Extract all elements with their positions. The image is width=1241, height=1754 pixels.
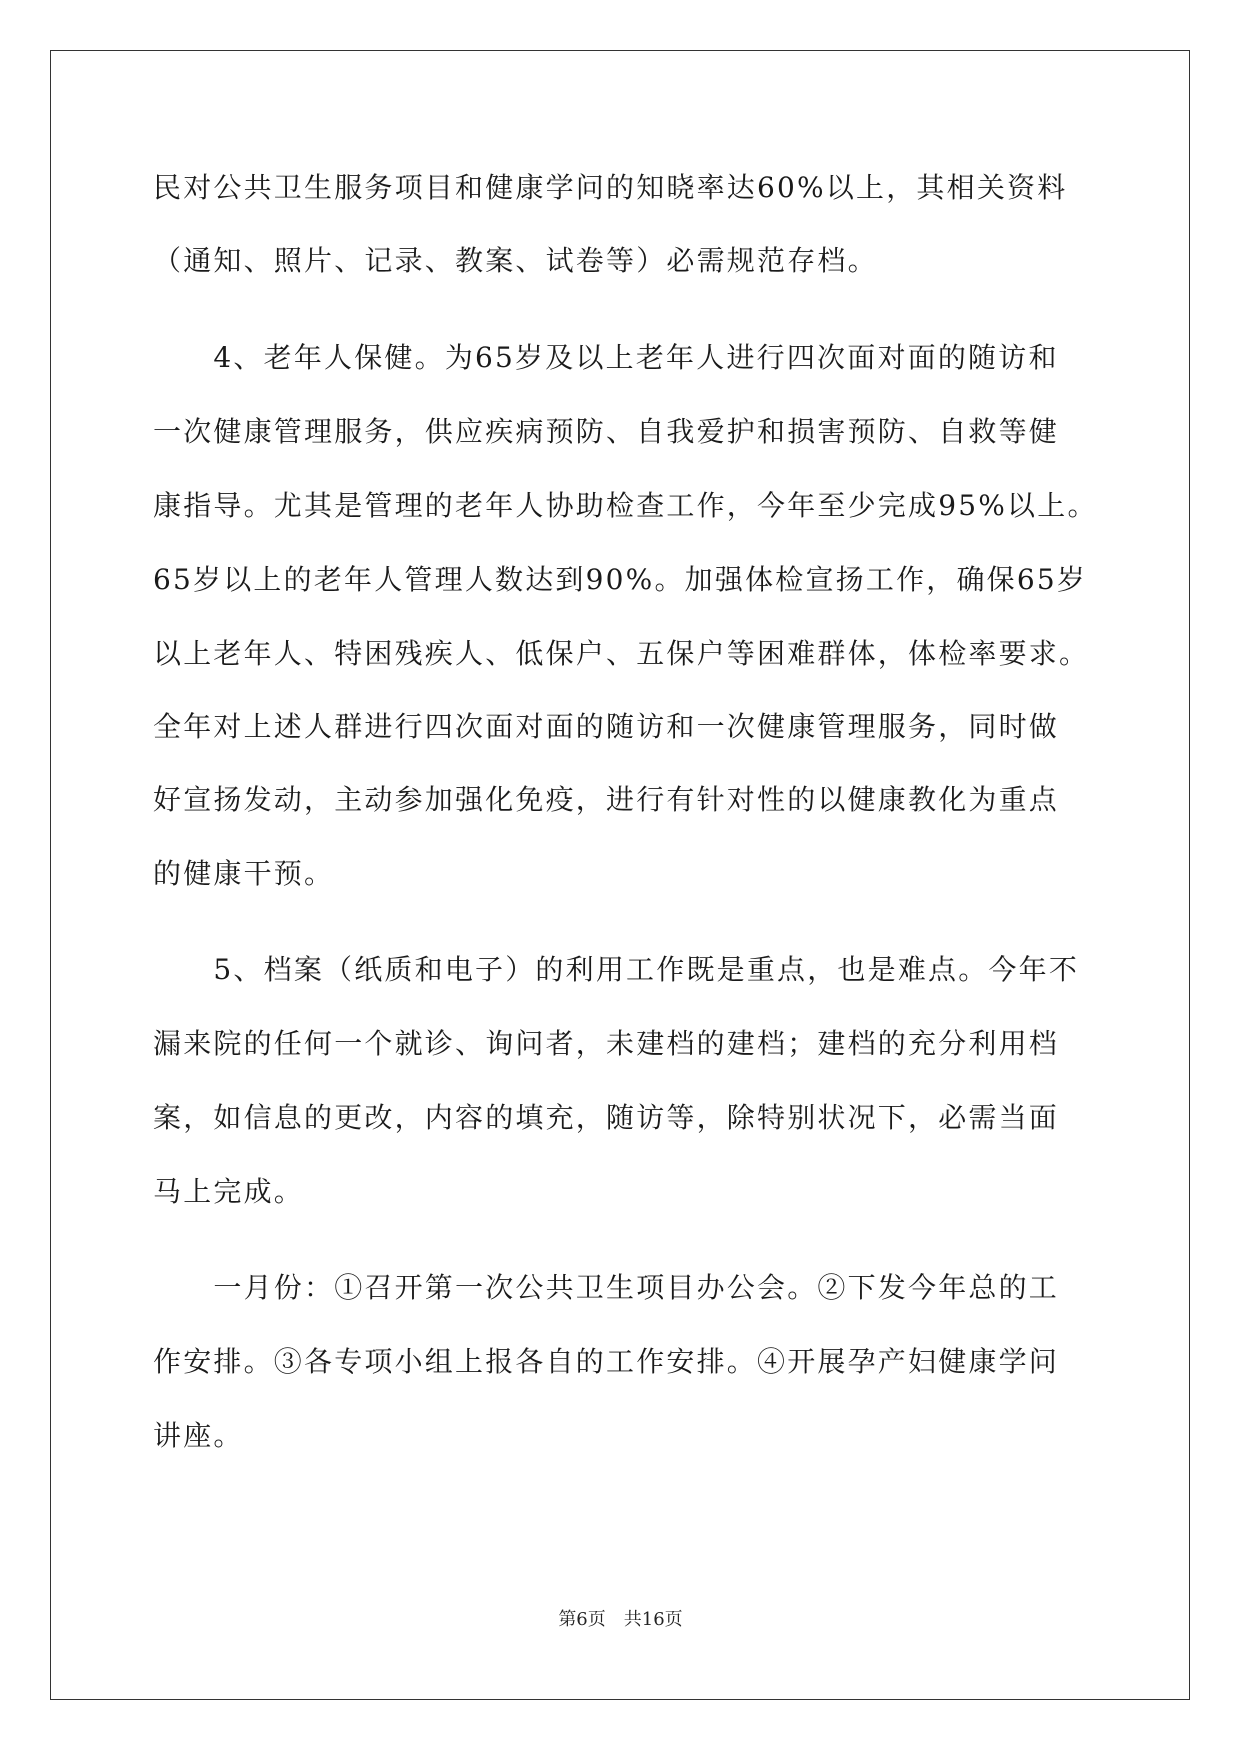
text-line: 作安排。③各专项小组上报各自的工作安排。④开展孕产妇健康学问 <box>153 1345 1060 1378</box>
text-line: 的健康干预。 <box>153 857 335 890</box>
text-line: 漏来院的任何一个就诊、询问者，未建档的建档；建档的充分利用档 <box>153 1027 1060 1060</box>
text-line: 民对公共卫生服务项目和健康学问的知晓率达60%以上，其相关资料 <box>153 171 1068 204</box>
text-line: 65岁以上的老年人管理人数达到90%。加强体检宣扬工作，确保65岁 <box>153 563 1088 596</box>
text-line: 4、老年人保健。为65岁及以上老年人进行四次面对面的随访和 <box>153 341 1059 374</box>
text-line: （通知、照片、记录、教案、试卷等）必需规范存档。 <box>153 244 878 277</box>
text-line: 讲座。 <box>153 1419 244 1452</box>
text-line: 以上老年人、特困残疾人、低保户、五保户等困难群体，体检率要求。 <box>153 637 1090 670</box>
text-line: 马上完成。 <box>153 1175 305 1208</box>
text-line: 案，如信息的更改，内容的填充，随访等，除特别状况下，必需当面 <box>153 1101 1060 1134</box>
text-line: 好宣扬发动，主动参加强化免疫，进行有针对性的以健康教化为重点 <box>153 783 1060 816</box>
text-line: 5、档案（纸质和电子）的利用工作既是重点，也是难点。今年不 <box>153 953 1080 986</box>
text-line: 全年对上述人群进行四次面对面的随访和一次健康管理服务，同时做 <box>153 710 1060 743</box>
text-line: 康指导。尤其是管理的老年人协助检查工作，今年至少完成95%以上。 <box>153 489 1098 522</box>
text-line: 一月份：①召开第一次公共卫生项目办公会。②下发今年总的工 <box>153 1271 1060 1304</box>
text-line: 一次健康管理服务，供应疾病预防、自我爱护和损害预防、自救等健 <box>153 415 1060 448</box>
page-footer: 第6页 共16页 <box>558 1609 683 1630</box>
